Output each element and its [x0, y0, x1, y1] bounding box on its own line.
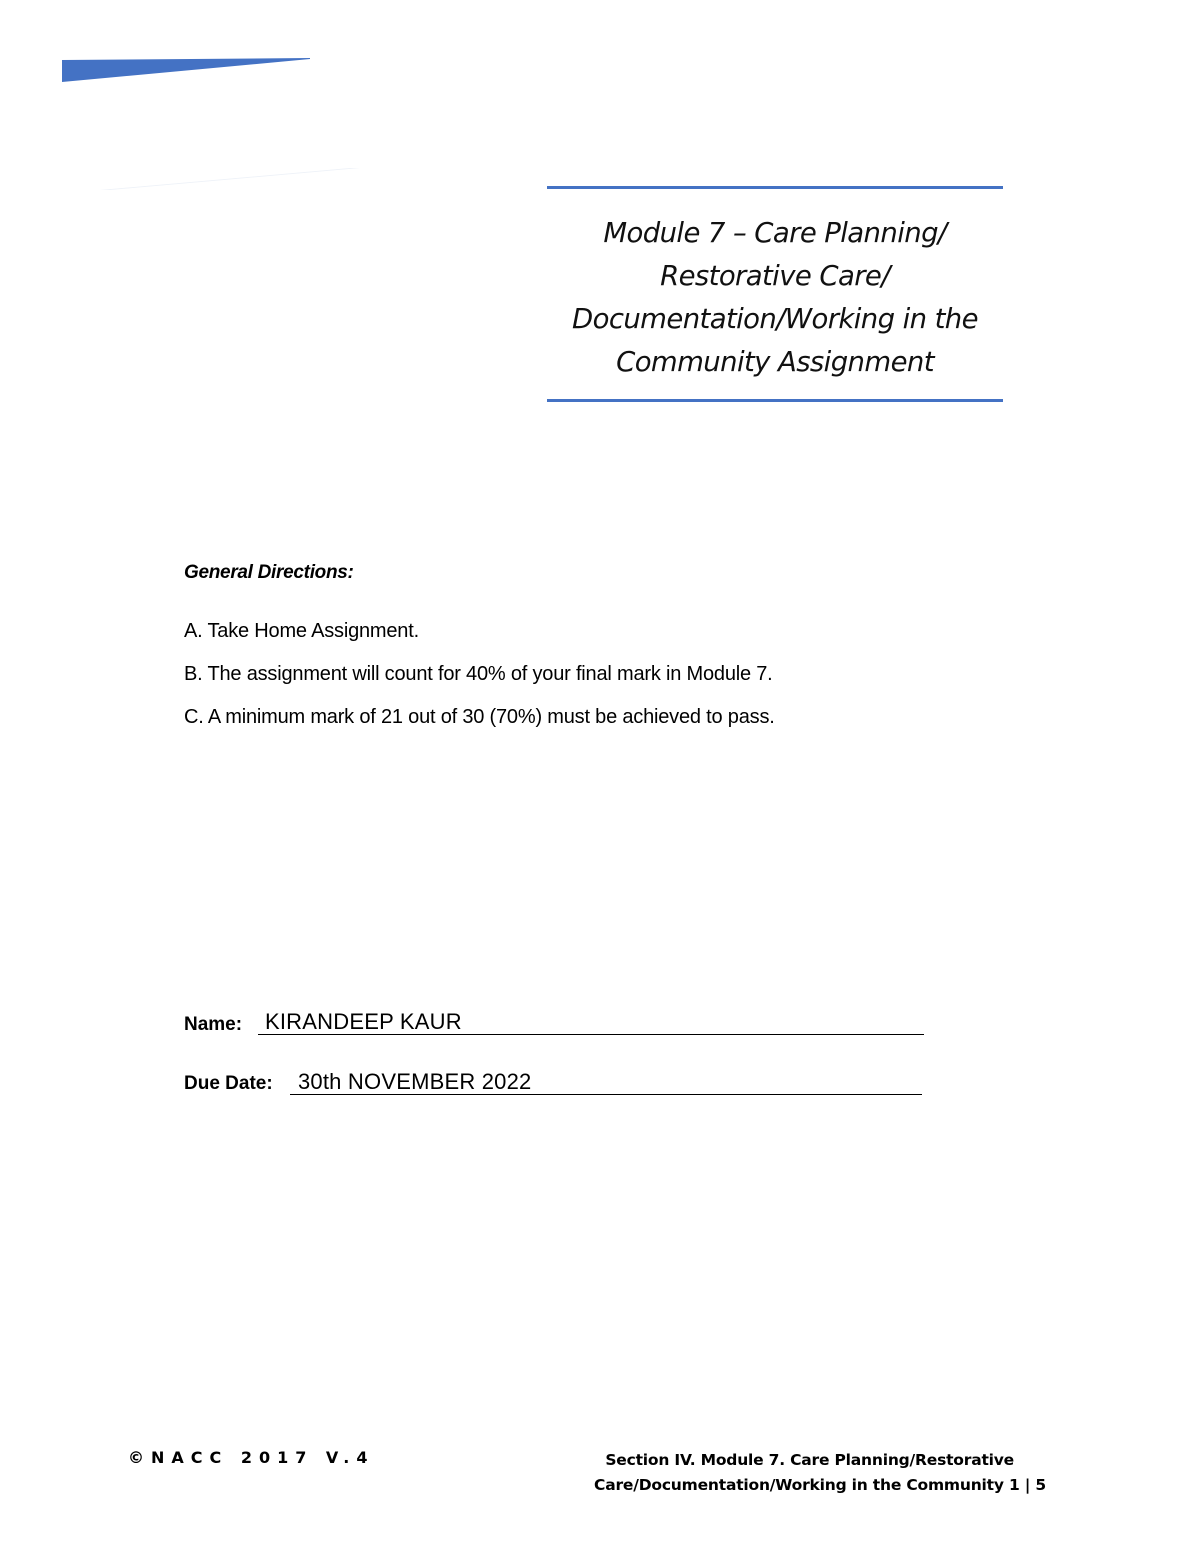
footer-section-info	[560, 1448, 1046, 1498]
title-line-1: Module 7 – Care Planning/	[603, 217, 947, 249]
directions-heading: General Directions:	[184, 562, 354, 583]
footer-copyright: ©NACC 2017 V.4	[128, 1448, 375, 1467]
direction-item-c: C. A minimum mark of 21 out of 30 (70%) must be achieved to pass.	[184, 706, 775, 728]
footer-line-1: Section IV. Module 7. Care Planning/Restorative	[605, 1451, 1014, 1469]
direction-item-b: B. The assignment will count for 40% of your final mark in Module 7.	[184, 663, 773, 685]
footer-line-2: Care/Documentation/Working in the Community 1 | 5	[594, 1476, 1046, 1494]
name-underline	[258, 1033, 924, 1035]
due-date-field[interactable]: 30th NOVEMBER 2022	[298, 1069, 532, 1094]
title-line-2: Restorative Care/	[660, 260, 890, 292]
title-line-4: Community Assignment	[616, 346, 934, 378]
name-label: Name:	[184, 1014, 243, 1035]
document-title	[547, 212, 1003, 384]
direction-item-a: A. Take Home Assignment.	[184, 620, 419, 642]
general-directions	[184, 562, 1084, 749]
title-block	[547, 186, 1003, 402]
title-top-rule	[547, 186, 1003, 189]
due-date-underline	[290, 1093, 922, 1095]
name-field[interactable]: KIRANDEEP KAUR	[265, 1009, 462, 1034]
logo-faint-stripe	[100, 168, 360, 192]
title-bottom-rule	[547, 399, 1003, 402]
due-date-label: Due Date:	[184, 1073, 273, 1094]
title-line-3: Documentation/Working in the	[572, 303, 978, 335]
logo-wedge	[62, 58, 310, 82]
logo-banner-icon	[62, 58, 312, 84]
